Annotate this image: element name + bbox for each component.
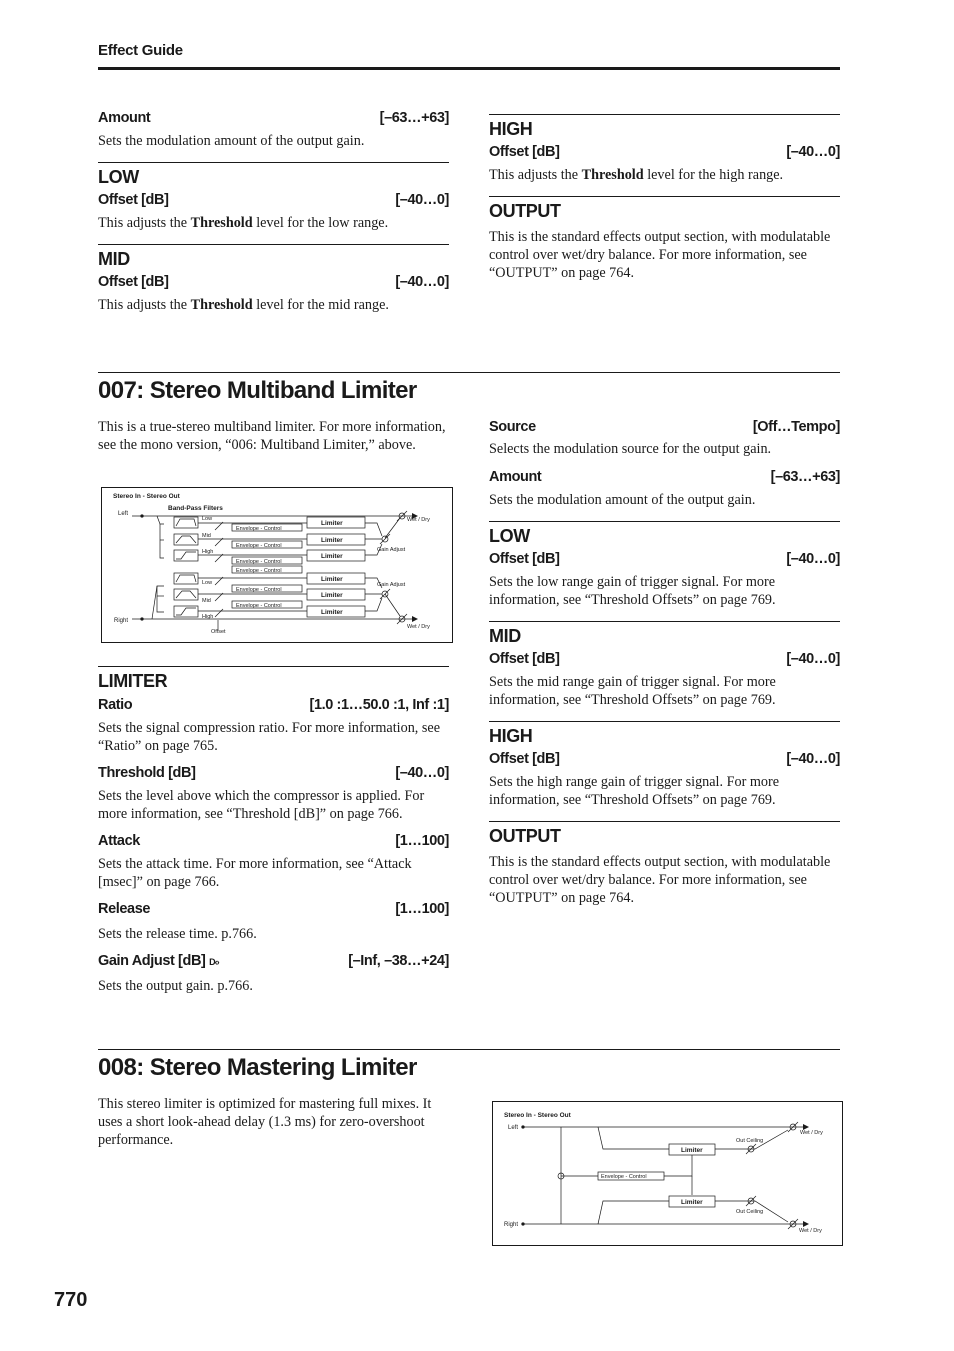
diagram-label-limiter: Limiter xyxy=(321,520,343,527)
section-heading-mid: MID xyxy=(489,621,840,647)
diagram-label-out-ceiling: Out Ceiling xyxy=(736,1138,764,1144)
diagram-title: Stereo In - Stereo Out xyxy=(504,1112,571,1119)
diagram-label-env: Envelope - Control xyxy=(236,603,282,609)
param-label: Offset [dB] xyxy=(98,274,169,290)
param-range: [–40…0] xyxy=(395,274,449,290)
param-source xyxy=(489,419,840,435)
diagram-label-right: Right xyxy=(114,618,129,624)
section-heading-output: OUTPUT xyxy=(489,196,840,222)
param-label: Release xyxy=(98,901,151,917)
param-desc: Sets the modulation amount of the output gain. xyxy=(489,492,756,508)
param-offset-mid xyxy=(98,274,449,290)
param-offset-high xyxy=(489,751,840,767)
param-range: [–63…+63] xyxy=(379,110,449,126)
intro-text: This is a true-stereo multiband limiter. For more information, see the mono version, “006: Multiband Limiter,” above. xyxy=(98,419,446,453)
param-desc: Sets the output gain. p.766. xyxy=(98,978,253,994)
top-right-column xyxy=(489,114,840,282)
param-label: Offset [dB] xyxy=(489,144,560,160)
diagram-label-wet-dry: Wet / Dry xyxy=(407,624,430,630)
param-desc: This adjusts the Threshold level for the mid range. xyxy=(98,297,389,313)
intro-text: This stereo limiter is optimized for mastering full mixes. It uses a short look-ahead delay (1.3 ms) for zero-overshoot performance. xyxy=(98,1096,432,1148)
diagram-label-offset: Offset xyxy=(211,629,226,635)
param-offset-low xyxy=(489,551,840,567)
diagram-label-out-ceiling: Out Ceiling xyxy=(736,1209,764,1215)
param-range: [1…100] xyxy=(395,901,449,917)
param-desc: This adjusts the Threshold level for the high range. xyxy=(489,167,784,183)
effect-rule xyxy=(98,372,840,373)
diagram-label-mid: Mid xyxy=(202,598,211,604)
param-range: [–40…0] xyxy=(786,551,840,567)
diagram-label-gain-adjust: Gain Adjust xyxy=(377,547,406,553)
section-heading-high: HIGH xyxy=(489,721,840,747)
param-label: Ratio xyxy=(98,697,133,713)
diagram-label-wet-dry: Wet / Dry xyxy=(799,1228,822,1234)
param-label: Gain Adjust [dB] xyxy=(98,953,206,969)
param-range: [Off…Tempo] xyxy=(752,419,840,435)
diagram-label-env: Envelope - Control xyxy=(236,559,282,565)
param-range: [–40…0] xyxy=(786,751,840,767)
param-range: [–40…0] xyxy=(786,144,840,160)
param-threshold xyxy=(98,765,449,781)
param-range: [–40…0] xyxy=(395,765,449,781)
param-desc: Sets the low range gain of trigger signal. For more information, see “Threshold Offsets” on page 769. xyxy=(489,574,776,608)
diagram-label-left: Left xyxy=(118,511,129,517)
diagram-label-wet-dry: Wet / Dry xyxy=(800,1130,823,1136)
diagram-label-env: Envelope - Control xyxy=(236,543,282,549)
diagram-label-env: Envelope - Control xyxy=(601,1174,647,1180)
param-label: Threshold [dB] xyxy=(98,765,196,781)
param-ratio xyxy=(98,697,449,713)
section-heading-mid: MID xyxy=(98,244,449,270)
param-range: [–63…+63] xyxy=(770,469,840,485)
diagram-label-limiter: Limiter xyxy=(321,537,343,544)
diagram-label-right: Right xyxy=(504,1222,519,1228)
param-attack xyxy=(98,833,449,849)
section-heading-output: OUTPUT xyxy=(489,821,840,847)
param-range: [1…100] xyxy=(395,833,449,849)
param-desc: This is the standard effects output section, with modulatable control over wet/dry balance. For more information, see “OUTPUT” on page 764. xyxy=(489,229,831,281)
diagram-label-limiter: Limiter xyxy=(681,1147,703,1154)
param-label: Attack xyxy=(98,833,140,849)
diagram-label-mid: Mid xyxy=(202,533,211,539)
limiter-section xyxy=(98,666,449,995)
param-desc: Sets the mid range gain of trigger signal. For more information, see “Threshold Offsets” on page 769. xyxy=(489,674,776,708)
section-heading-low: LOW xyxy=(489,521,840,547)
param-desc: Sets the release time. p.766. xyxy=(98,926,257,942)
effect008-intro xyxy=(98,1095,449,1149)
param-desc: Sets the modulation amount of the output gain. xyxy=(98,133,365,149)
block-diagram-svg xyxy=(102,488,452,642)
effect-title-007: 007: Stereo Multiband Limiter xyxy=(98,377,417,404)
diagram-label-high: High xyxy=(202,549,214,555)
param-release xyxy=(98,901,449,917)
param-amount xyxy=(98,110,449,126)
param-label: Offset [dB] xyxy=(98,192,169,208)
param-offset-low xyxy=(98,192,449,208)
diagram-label-high: High xyxy=(202,614,214,620)
effect-rule xyxy=(98,1049,840,1050)
param-range: [–Inf, –38…+24] xyxy=(348,953,449,969)
diagram-label-env: Envelope - Control xyxy=(236,587,282,593)
diagram-label-env: Envelope - Control xyxy=(236,568,282,574)
header-rule xyxy=(98,67,840,70)
param-offset-mid xyxy=(489,651,840,667)
param-label: Offset [dB] xyxy=(489,751,560,767)
page-number: 770 xyxy=(54,1289,88,1311)
param-label: Offset [dB] xyxy=(489,651,560,667)
effect-title-008: 008: Stereo Mastering Limiter xyxy=(98,1054,417,1081)
param-label: Offset [dB] xyxy=(489,551,560,567)
stereo-multiband-limiter-diagram xyxy=(101,487,453,643)
param-offset-high xyxy=(489,144,840,160)
diagram-label-limiter: Limiter xyxy=(321,553,343,560)
stereo-mastering-limiter-diagram xyxy=(492,1101,843,1246)
diagram-label-left: Left xyxy=(508,1125,519,1131)
param-desc: Sets the signal compression ratio. For more information, see “Ratio” on page 765. xyxy=(98,720,441,754)
block-diagram-svg xyxy=(493,1102,842,1245)
diagram-label-wet-dry: Wet / Dry xyxy=(407,517,430,523)
diagram-title: Stereo In - Stereo Out xyxy=(113,493,180,500)
section-heading-limiter: LIMITER xyxy=(98,666,449,692)
dmod-symbol: D‹› xyxy=(209,957,219,967)
param-desc: Selects the modulation source for the output gain. xyxy=(489,441,772,457)
param-desc: Sets the attack time. For more information, see “Attack [msec]” on page 766. xyxy=(98,856,412,890)
param-range: [–40…0] xyxy=(786,651,840,667)
param-desc: This adjusts the Threshold level for the low range. xyxy=(98,215,389,231)
param-amount xyxy=(489,469,840,485)
diagram-label-low: Low xyxy=(202,580,213,586)
param-label: Amount xyxy=(489,469,542,485)
diagram-label-bpf: Band-Pass Filters xyxy=(168,505,223,512)
diagram-label-limiter: Limiter xyxy=(681,1199,703,1206)
effect007-intro xyxy=(98,418,449,454)
diagram-label-env: Envelope - Control xyxy=(236,526,282,532)
section-heading-low: LOW xyxy=(98,162,449,188)
param-desc: This is the standard effects output section, with modulatable control over wet/dry balance. For more information, see “OUTPUT” on page 764. xyxy=(489,854,831,906)
top-left-column xyxy=(98,110,449,314)
diagram-label-limiter: Limiter xyxy=(321,609,343,616)
param-label: Source xyxy=(489,419,536,435)
param-desc: Sets the level above which the compressor is applied. For more information, see “Threshold [dB]” on page 766. xyxy=(98,788,425,822)
param-range: [–40…0] xyxy=(395,192,449,208)
param-gain-adjust xyxy=(98,953,449,969)
effect007-right-column xyxy=(489,419,840,907)
param-desc: Sets the high range gain of trigger signal. For more information, see “Threshold Offsets” on page 769. xyxy=(489,774,779,808)
param-label: Amount xyxy=(98,110,151,126)
diagram-label-limiter: Limiter xyxy=(321,592,343,599)
param-range: [1.0 :1…50.0 :1, Inf :1] xyxy=(309,697,449,713)
diagram-label-gain-adjust: Gain Adjust xyxy=(377,582,406,588)
diagram-label-limiter: Limiter xyxy=(321,576,343,583)
diagram-label-low: Low xyxy=(202,516,213,522)
running-header: Effect Guide xyxy=(98,42,183,59)
section-heading-high: HIGH xyxy=(489,114,840,140)
